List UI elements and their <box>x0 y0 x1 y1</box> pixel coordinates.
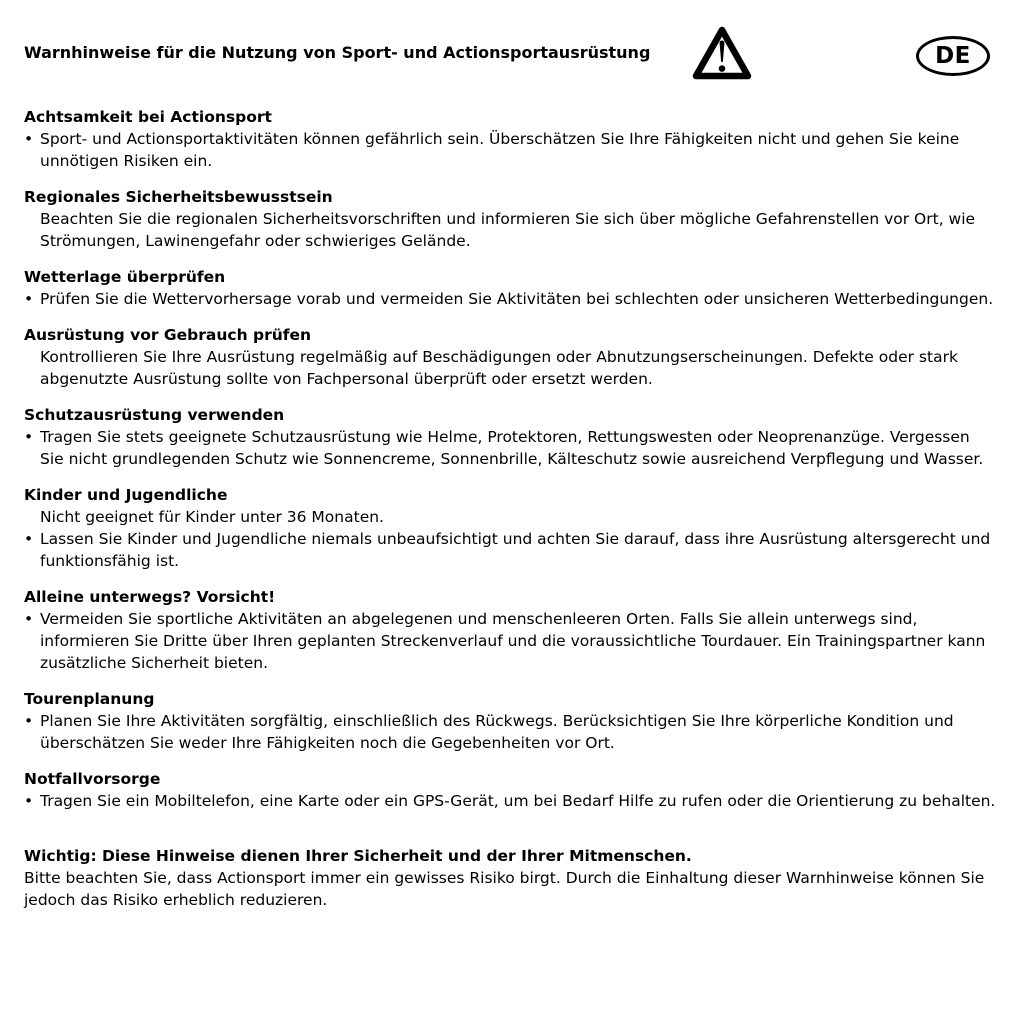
section-heading: Kinder und Jugendliche <box>24 486 228 504</box>
item-text: Nicht geeignet für Kinder unter 36 Monaten. <box>40 508 384 526</box>
section <box>24 106 998 172</box>
item-text: Sport- und Actionsportaktivitäten können gefährlich sein. Überschätzen Sie Ihre Fähigkeiten nicht und gehen Sie keine unnötigen Risiken ein. <box>40 130 960 170</box>
item-text: Tragen Sie ein Mobiltelefon, eine Karte oder ein GPS-Gerät, um bei Bedarf Hilfe zu rufen oder die Orientierung zu behalten. <box>40 792 996 810</box>
language-badge <box>916 36 990 76</box>
sections-container <box>0 106 1030 812</box>
section-heading: Notfallvorsorge <box>24 770 161 788</box>
item-text: Prüfen Sie die Wettervorhersage vorab und vermeiden Sie Aktivitäten bei schlechten oder unsicheren Wetterbedingungen. <box>40 290 994 308</box>
section-heading: Regionales Sicherheitsbewusstsein <box>24 188 333 206</box>
section-heading: Tourenplanung <box>24 690 155 708</box>
section-heading: Achtsamkeit bei Actionsport <box>24 108 272 126</box>
plain-item <box>24 208 998 252</box>
bullet-item <box>24 128 998 172</box>
section <box>24 688 998 754</box>
footer-text: Bitte beachten Sie, dass Actionsport immer ein gewisses Risiko birgt. Durch die Einhaltung dieser Warnhinweise können Sie jedoch das Risiko erheblich reduzieren. <box>24 869 985 909</box>
bullet-marker: • <box>24 792 34 810</box>
section <box>24 586 998 674</box>
bullet-item <box>24 288 998 310</box>
item-text: Tragen Sie stets geeignete Schutzausrüstung wie Helme, Protektoren, Rettungswesten oder Neoprenanzüge. Vergessen Sie nicht grundlegenden Schutz wie Sonnencreme, Sonnenbrille, Kälteschutz sowie ausreichend Verpflegung und Wasser. <box>40 428 984 468</box>
section <box>24 324 998 390</box>
bullet-marker: • <box>24 712 34 730</box>
item-text: Kontrollieren Sie Ihre Ausrüstung regelmäßig auf Beschädigungen oder Abnutzungserscheinungen. Defekte oder stark abgenutzte Ausrüstung sollte von Fachpersonal überprüft oder ersetzt werden. <box>40 348 958 388</box>
bullet-marker: • <box>24 130 34 148</box>
section <box>24 768 998 812</box>
warning-triangle-icon <box>691 25 753 83</box>
bullet-item <box>24 608 998 674</box>
footer-important-line: Wichtig: Diese Hinweise dienen Ihrer Sicherheit und der Ihrer Mitmenschen. <box>24 847 692 865</box>
bullet-marker: • <box>24 428 34 446</box>
bullet-item <box>24 790 998 812</box>
section <box>24 186 998 252</box>
document-header <box>0 0 1030 106</box>
section-heading: Wetterlage überprüfen <box>24 268 226 286</box>
section <box>24 484 998 572</box>
item-text: Lassen Sie Kinder und Jugendliche niemals unbeaufsichtigt und achten Sie darauf, dass ihre Ausrüstung altersgerecht und funktionsfähig ist. <box>40 530 991 570</box>
document-footer <box>0 826 1030 911</box>
item-text: Beachten Sie die regionalen Sicherheitsvorschriften und informieren Sie sich über mögliche Gefahrenstellen vor Ort, wie Strömungen, Lawinengefahr oder schwieriges Gelände. <box>40 210 976 250</box>
section <box>24 404 998 470</box>
item-text: Planen Sie Ihre Aktivitäten sorgfältig, einschließlich des Rückwegs. Berücksichtigen Sie Ihre körperliche Kondition und überschätzen Sie weder Ihre Fähigkeiten noch die Gegebenheiten vor Ort. <box>40 712 954 752</box>
plain-item <box>24 346 998 390</box>
section <box>24 266 998 310</box>
bullet-marker: • <box>24 610 34 628</box>
bullet-item <box>24 426 998 470</box>
section-heading: Alleine unterwegs? Vorsicht! <box>24 588 276 606</box>
plain-item <box>24 506 998 528</box>
bullet-item <box>24 528 998 572</box>
page-title: Warnhinweise für die Nutzung von Sport- und Actionsportausrüstung <box>24 43 651 62</box>
item-text: Vermeiden Sie sportliche Aktivitäten an abgelegenen und menschenleeren Orten. Falls Sie allein unterwegs sind, informieren Sie Dritte über Ihren geplanten Streckenverlauf und die voraussichtliche Tourdauer. Ein Trainingspartner kann zusätzliche Sicherheit bieten. <box>40 610 986 672</box>
bullet-marker: • <box>24 290 34 308</box>
bullet-marker: • <box>24 530 34 548</box>
section-heading: Schutzausrüstung verwenden <box>24 406 285 424</box>
bullet-item <box>24 710 998 754</box>
language-badge-label: DE <box>935 42 971 69</box>
section-heading: Ausrüstung vor Gebrauch prüfen <box>24 326 312 344</box>
